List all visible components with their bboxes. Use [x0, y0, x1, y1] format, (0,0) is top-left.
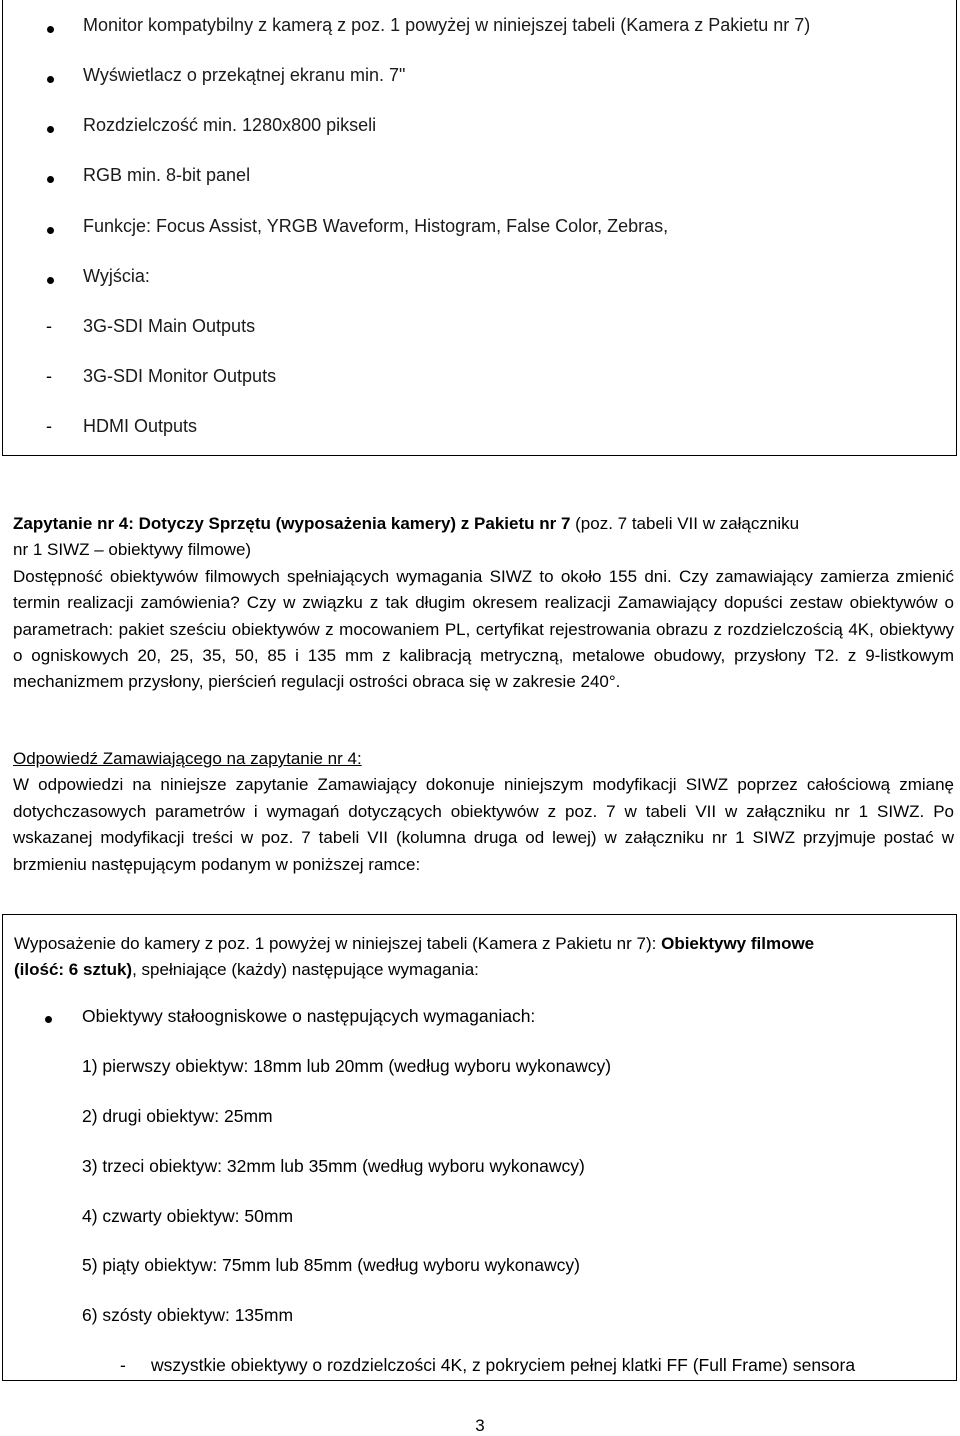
question-title: Zapytanie nr 4: Dotyczy Sprzętu (wyposażenia kamery) z Pakietu nr 7: [13, 514, 571, 533]
lenses-intro: [14, 931, 949, 984]
bullet-icon: [47, 176, 54, 183]
list-item: HDMI Outputs: [83, 416, 198, 436]
bullet-icon: [47, 126, 54, 133]
lens-item: 1) pierwszy obiektyw: 18mm lub 20mm (według wyboru wykonawcy): [82, 1056, 612, 1076]
intro-quantity: (ilość: 6 sztuk): [14, 960, 133, 980]
requirements-box-lenses: [2, 914, 957, 1381]
dash-icon: -: [46, 416, 52, 436]
intro-bold: Obiektywy filmowe: [661, 934, 815, 953]
list-item: Wyświetlacz o przekątnej ekranu min. 7": [83, 65, 406, 85]
lens-item: 2) drugi obiektyw: 25mm: [82, 1106, 273, 1126]
bullet-icon: [45, 1016, 52, 1023]
requirements-box-monitor: [2, 0, 957, 456]
bullet-icon: [47, 76, 54, 83]
bullet-icon: [47, 277, 54, 284]
bullet-icon: [47, 26, 54, 33]
list-item: Obiektywy stałoogniskowe o następujących wymaganiach:: [82, 1006, 536, 1026]
answer-paragraph: [13, 746, 954, 878]
list-item: Wyjścia:: [83, 266, 150, 286]
dash-icon: -: [46, 316, 52, 336]
question-line2: nr 1 SIWZ – obiektywy filmowe): [13, 540, 252, 560]
list-item: 3G-SDI Monitor Outputs: [83, 366, 277, 386]
list-item: 3G-SDI Main Outputs: [83, 316, 256, 336]
list-item: Funkcje: Focus Assist, YRGB Waveform, Histogram, False Color, Zebras,: [83, 216, 669, 236]
list-item: Rozdzielczość min. 1280x800 pikseli: [83, 115, 377, 135]
answer-heading: Odpowiedź Zamawiającego na zapytanie nr 4:: [13, 749, 362, 768]
lens-item: 4) czwarty obiektyw: 50mm: [82, 1206, 294, 1226]
page-number: 3: [475, 1416, 485, 1435]
list-item: wszystkie obiektywy o rozdzielczości 4K, z pokryciem pełnej klatki FF (Full Frame) sensora: [151, 1355, 856, 1375]
list-item: Monitor kompatybilny z kamerą z poz. 1 powyżej w niniejszej tabeli (Kamera z Pakietu nr 7): [83, 15, 811, 35]
answer-body: W odpowiedzi na niniejsze zapytanie Zamawiający dokonuje niniejszym modyfikacji SIWZ poprzez całościową zmianę dotychczasowych parametrów i wymagań dotyczących obiektywów z poz. 7 w tabeli VII w załączniku nr 1 SIWZ. Po wskazanej modyfikacji treści w poz. 7 tabeli VII (kolumna druga od lewej) w załączniku nr 1 SIWZ przyjmuje postać w brzmieniu następującym podanym w poniższej ramce:: [13, 775, 954, 874]
lens-item: 6) szósty obiektyw: 135mm: [82, 1305, 294, 1325]
dash-icon: -: [120, 1355, 126, 1375]
intro-text: Wyposażenie do kamery z poz. 1 powyżej w niniejszej tabeli (Kamera z Pakietu nr 7):: [14, 934, 662, 953]
list-item: RGB min. 8-bit panel: [83, 165, 251, 185]
dash-icon: -: [46, 366, 52, 386]
question-paragraph: [13, 511, 954, 696]
question-body: Dostępność obiektywów filmowych spełniających wymagania SIWZ to około 155 dni. Czy zamawiający zamierza zmienić termin realizacji zamówienia? Czy w związku z tak długim okresem realizacji Zamawiający dopuści zestaw obiektywów o parametrach: pakiet sześciu obiektywów z mocowaniem PL, certyfikat rejestrowania obrazu z rozdzielczością 4K, obiektywy o ogniskowych 20, 25, 35, 50, 85 i 135 mm z kalibracją metryczną, metalowe obudowy, przysłony T2. z 9-listkowym mechanizmem przysłony, pierścień regulacji ostrości obraca się w zakresie 240°.: [13, 566, 954, 692]
question-title-tail: (poz. 7 tabeli VII w załączniku: [570, 514, 800, 533]
intro-tail: , spełniające (każdy) następujące wymagania:: [132, 960, 479, 980]
lens-item: 3) trzeci obiektyw: 32mm lub 35mm (według wyboru wykonawcy): [82, 1156, 585, 1176]
bullet-icon: [47, 227, 54, 234]
lens-item: 5) piąty obiektyw: 75mm lub 85mm (według wyboru wykonawcy): [82, 1255, 580, 1275]
